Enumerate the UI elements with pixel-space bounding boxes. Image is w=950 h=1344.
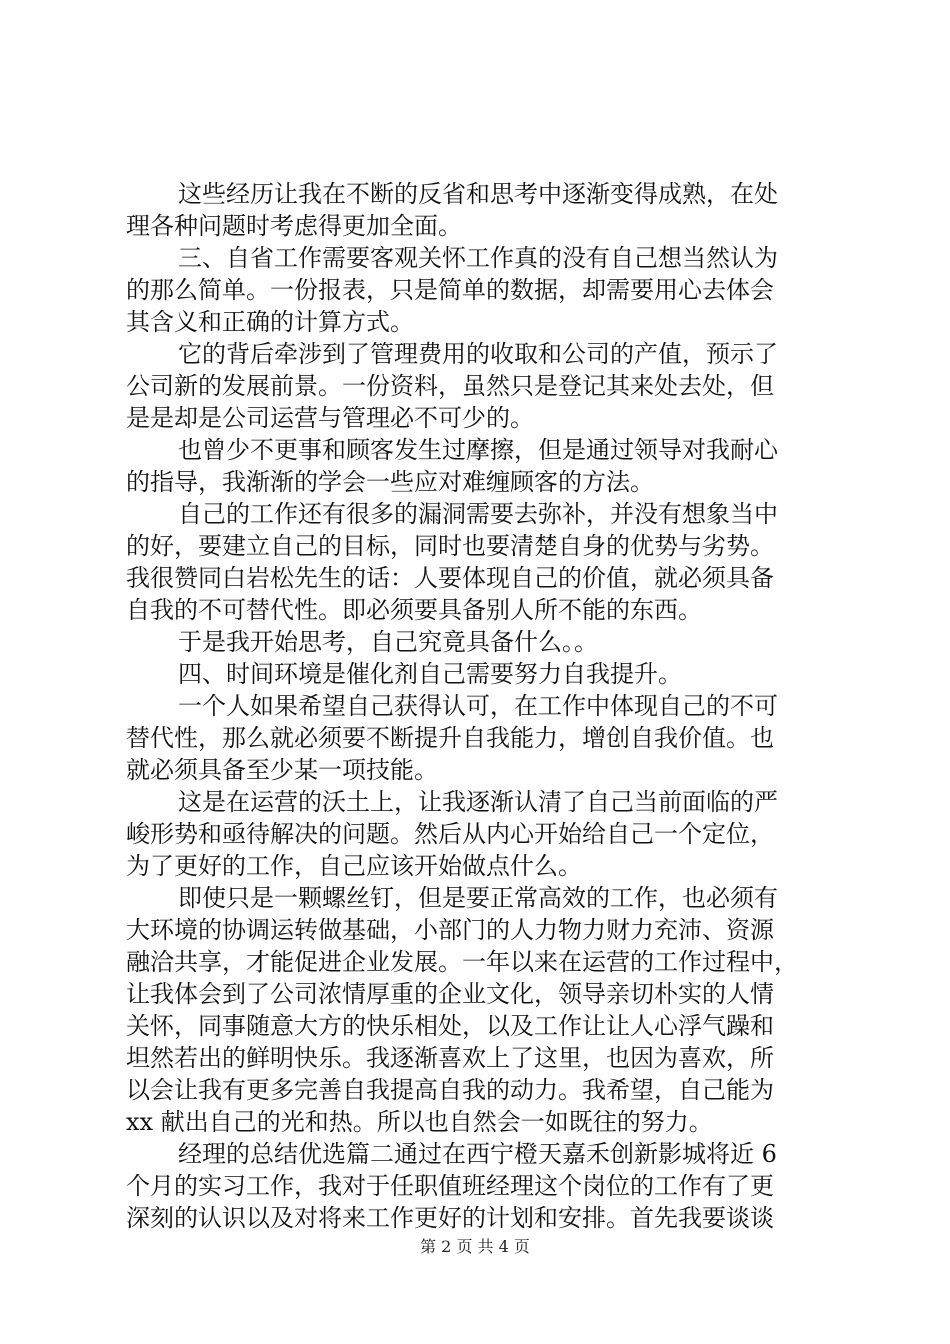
text-line: 大环境的协调运转做基础，小部门的人力物力财力充沛、资源: [126, 916, 774, 944]
text-line: 深刻的认识以及对将来工作更好的计划和安排。首先我要谈谈: [126, 1204, 774, 1232]
text-line: 经理的总结优选篇二通过在西宁橙天嘉禾创新影城将近 6: [178, 1140, 777, 1168]
text-line: 四、时间环境是催化剂自己需要努力自我提升。: [178, 660, 682, 688]
page-footer: 第 2 页 共 4 页: [420, 1237, 530, 1256]
text-line: 它的背后牵涉到了管理费用的收取和公司的产值，预示了: [178, 340, 778, 368]
text-line: 一个人如果希望自己获得认可，在工作中体现自己的不可: [178, 692, 778, 720]
text-line: 个月的实习工作，我对于任职值班经理这个岗位的工作有了更: [126, 1172, 774, 1200]
text-line: 的好，要建立自己的目标，同时也要清楚自身的优势与劣势。: [126, 532, 774, 560]
text-line: 以会让我有更多完善自我提高自我的动力。我希望，自己能为: [126, 1076, 774, 1104]
text-line: 公司新的发展前景。一份资料，虽然只是登记其来处去处，但: [126, 372, 774, 400]
text-line: 为了更好的工作，自己应该开始做点什么。: [126, 852, 582, 880]
text-line: 让我体会到了公司浓情厚重的企业文化，领导亲切朴实的人情: [126, 980, 774, 1008]
text-line: 坦然若出的鲜明快乐。我逐渐喜欢上了这里，也因为喜欢，所: [126, 1044, 774, 1072]
text-line: 峻形势和亟待解决的问题。然后从内心开始给自己一个定位，: [126, 820, 774, 848]
text-line: 也曾少不更事和顾客发生过摩擦，但是通过领导对我耐心: [178, 436, 778, 464]
text-line: 自我的不可替代性。即必须要具备别人所不能的东西。: [126, 596, 702, 624]
text-line: 其含义和正确的计算方式。: [126, 308, 414, 336]
text-line: 我很赞同白岩松先生的话：人要体现自己的价值，就必须具备: [126, 564, 774, 592]
text-line: xx 献出自己的光和热。所以也自然会一如既往的努力。: [126, 1108, 713, 1136]
text-line: 的指导，我渐渐的学会一些应对难缠顾客的方法。: [126, 468, 654, 496]
text-line: 就必须具备至少某一项技能。: [126, 756, 438, 784]
text-line: 理各种问题时考虑得更加全面。: [126, 212, 462, 240]
text-line: 是是却是公司运营与管理必不可少的。: [126, 404, 534, 432]
text-line: 自己的工作还有很多的漏洞需要去弥补，并没有想象当中: [178, 500, 778, 528]
text-line: 这些经历让我在不断的反省和思考中逐渐变得成熟，在处: [178, 180, 778, 208]
text-line: 的那么简单。一份报表，只是简单的数据，却需要用心去体会: [126, 276, 774, 304]
text-line: 融洽共享，才能促进企业发展。一年以来在运营的工作过程中，: [126, 948, 798, 976]
text-line: 关怀，同事随意大方的快乐相处，以及工作让让人心浮气躁和: [126, 1012, 774, 1040]
text-line: 这是在运营的沃土上，让我逐渐认清了自己当前面临的严: [178, 788, 778, 816]
text-line: 三、自省工作需要客观关怀工作真的没有自己想当然认为: [178, 244, 778, 272]
text-line: 于是我开始思考，自己究竟具备什么。。: [178, 628, 598, 656]
text-line: 即使只是一颗螺丝钉，但是要正常高效的工作，也必须有: [178, 884, 778, 912]
text-line: 替代性，那么就必须要不断提升自我能力，增创自我价值。也: [126, 724, 774, 752]
document-body: [126, 178, 832, 1234]
